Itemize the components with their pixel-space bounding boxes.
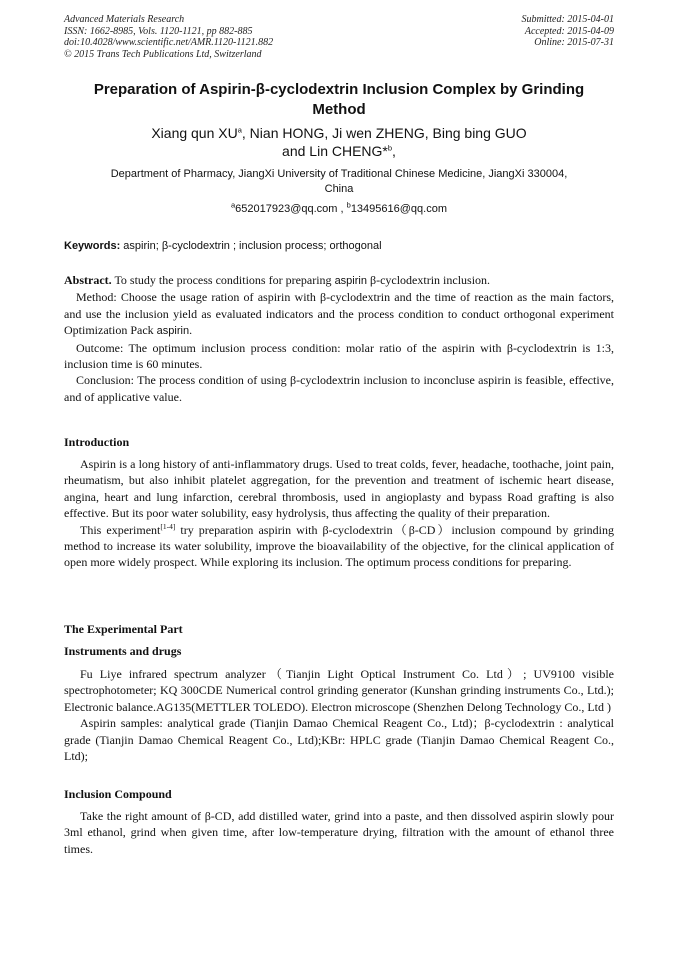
abstract-conclusion: Conclusion: The process condition of using β-cyclodextrin inclusion to inconcluse aspirin is feasible, effective, and of applicative value.: [64, 373, 614, 404]
email-a: 652017923@qq.com: [235, 203, 338, 215]
header-right: [522, 14, 615, 49]
author-sup: b: [387, 143, 393, 153]
authors: [64, 124, 614, 160]
submitted-date: Submitted: 2015-04-01: [521, 14, 614, 25]
abstract-text: .: [189, 323, 193, 338]
experimental-heading: The Experimental Part: [64, 622, 183, 636]
instruments-section: [64, 666, 614, 764]
affiliation-line-2: China: [324, 183, 354, 195]
journal-name: Advanced Materials Research: [64, 14, 185, 25]
keywords-text: aspirin; β-cyclodextrin ; inclusion process; orthogonal: [120, 240, 382, 252]
abstract-method: [64, 289, 614, 339]
paper-title: [64, 80, 614, 120]
intro-text: This experiment: [80, 522, 161, 537]
instruments-p2: Aspirin samples: analytical grade (Tianjin Damao Chemical Reagent Co., Ltd)；β-cyclodextrin : analytical grade (Tianjin Damao Chemical Reagent Co., Ltd);KBr: HPLC grade (Tianjin Damao Chemical Reagent Co., Ltd);: [64, 716, 614, 764]
author-sup: a: [237, 125, 242, 135]
authors-line-2: [64, 142, 614, 160]
intro-p1: Aspirin is a long history of anti-inflammatory drugs. Used to treat colds, fever, headache, toothache, joint pain, rheumatism, but also inhibit platelet aggregation, for the prevention and treatment of ischemic heart disease, angina, heart and lung infarction, cerebral thrombosis, used in angioplasty and bypass Road grafting is also effective. But its poor water solubility, easy hydrolysis, thus affecting the quality of their preparation.: [64, 457, 614, 521]
author-sep: ,: [392, 143, 396, 159]
introduction-heading: Introduction: [64, 435, 130, 449]
inclusion-p1: Take the right amount of β-CD, add distilled water, grind into a paste, and then dissolved aspirin slowly pour 3ml ethanol, grind when given time, after low-temperature drying, filtration with the amount of ethanol three times.: [64, 809, 614, 856]
abstract-outcome: Outcome: The optimum inclusion process condition: molar ratio of the aspirin with β-cyclodextrin is 1:3, inclusion time is 60 minutes.: [64, 340, 614, 372]
author-name: Xiang qun XU: [151, 125, 238, 141]
doi: doi:10.4028/www.scientific.net/AMR.1120-1121.882: [64, 37, 274, 48]
abstract-p1: [64, 272, 614, 289]
intro-p2: [64, 522, 614, 571]
affiliation-line-1: Department of Pharmacy, JiangXi University of Traditional Chinese Medicine, JiangXi 330004,: [110, 168, 568, 180]
email-b: 13495616@qq.com: [350, 203, 447, 215]
email-sup-b: b: [346, 200, 351, 210]
abstract-text: Method: Choose the usage ration of aspirin with β-cyclodextrin and the time of reaction as the main factors, and use the inclusion yield as evaluated indicators and the process condition to conduct orthogonal experiment Optimization Pack: [64, 290, 614, 338]
issn: ISSN: 1662-8985, Vols. 1120-1121, pp 882-885: [64, 25, 253, 37]
introduction: [64, 456, 614, 571]
author-emails: [64, 202, 614, 217]
keywords: [64, 239, 614, 253]
online-date: Online: 2015-07-31: [534, 37, 614, 48]
email-sup-a: a: [230, 200, 236, 210]
accepted-date: Accepted: 2015-04-09: [524, 25, 614, 37]
author-name: and Lin CHENG*: [282, 143, 388, 159]
keywords-label: Keywords:: [64, 240, 121, 252]
title-line-1: Preparation of Aspirin-β-cyclodextrin Inclusion Complex by Grinding: [93, 81, 585, 98]
abstract-text: β-cyclodextrin inclusion.: [366, 273, 491, 287]
abstract: [64, 272, 614, 405]
instruments-p1: Fu Liye infrared spectrum analyzer（Tianjin Light Optical Instrument Co. Ltd）; UV9100 visible spectrophotometer; KQ 300CDE Numerical control grinding generator (Kunshan grinding instruments Co., Ltd.); Electronic balance.AG135(METTLER TOLEDO). Electron microscope (Shenzhen Delong Technology Co., Ltd ): [64, 667, 614, 714]
citation: [1-4]: [160, 521, 176, 531]
inclusion-section: [64, 808, 614, 857]
title-line-2: Method: [312, 101, 366, 118]
copyright: © 2015 Trans Tech Publications Ltd, Switzerland: [64, 48, 262, 60]
header-left: [64, 14, 273, 60]
affiliation: [64, 167, 614, 197]
email-sep: ,: [337, 203, 347, 215]
inclusion-heading: Inclusion Compound: [64, 787, 172, 801]
abstract-text: aspirin: [156, 325, 190, 338]
abstract-text: aspirin: [334, 275, 367, 287]
instruments-heading: Instruments and drugs: [64, 644, 182, 658]
author-names: , Nian HONG, Ji wen ZHENG, Bing bing GUO: [241, 125, 527, 141]
abstract-text: To study the process conditions for preparing: [111, 273, 335, 287]
abstract-label: Abstract.: [64, 273, 112, 287]
intro-text: try preparation aspirin with β-cyclodextrin（β-CD）inclusion compound by grinding method to increase its water solubility, improve the bioavailability of the objective, for the clinical application of open more widely prospect. While exploring its inclusion. The optimum process conditions for preparing.: [64, 522, 614, 570]
authors-line-1: [64, 124, 614, 142]
